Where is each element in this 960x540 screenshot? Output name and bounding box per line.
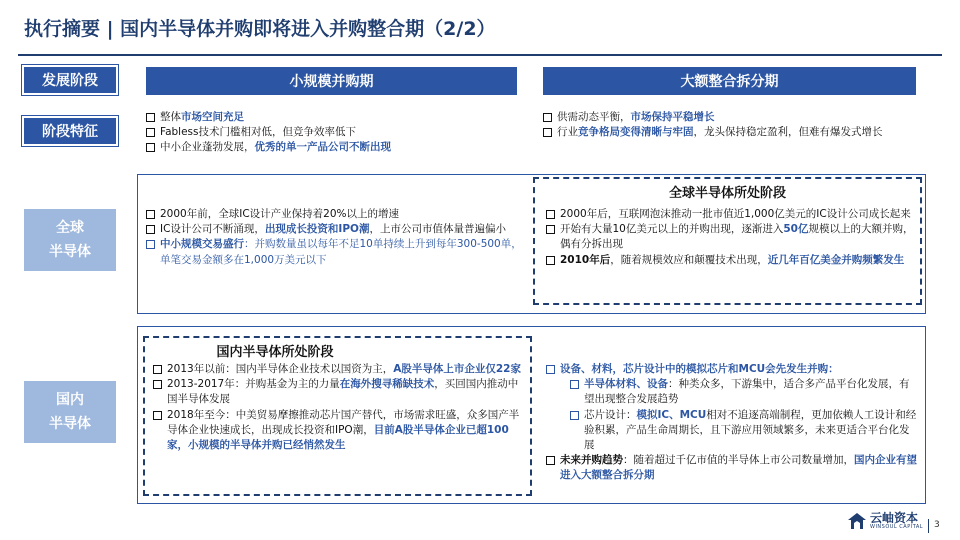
bullet-item [146,125,526,140]
bullet-text [560,254,904,266]
bullet-item [546,377,918,407]
stage-features-label: 阶段特征 [24,118,116,144]
logo-house-icon [848,513,866,529]
domestic-stage-title: 国内半导体所处阶段 [216,345,334,360]
bullet-text [160,111,244,123]
text-run: 2018年至今：中美贸易摩擦推动芯片国产替代，市场需求旺盛，众多国产半导体企业快速成长，出现成长投资和IPO潮， [167,408,520,436]
page-separator [928,519,929,533]
highlight-text: 出现成长投资和IPO潮 [264,223,370,236]
bullet-item [146,110,526,125]
text-run: 相对不追逐高端制程，更加依赖人工设计和经验积累，产品生命周期长，且下游应用领域繁多，未来更适合平台化发展 [584,408,917,452]
bullet-text [167,409,519,451]
highlight-text: 市场保持平稳增长 [630,111,715,123]
highlight-text: 近几年百亿美金并购频繁发生 [767,253,905,266]
bullet-text [167,363,521,375]
global-right-text [546,207,916,268]
text-run: 开始有大量10亿美元以上的并购出现，逐渐进入 [560,223,784,236]
text-run: ：种类众多，下游集中，适合多产品平台化发展，有望出现整合发展趋势 [584,378,910,406]
bullet-item [153,408,523,454]
checkbox-bullet-icon [546,456,555,465]
bullet-text [160,223,506,235]
checkbox-bullet-icon [146,210,155,219]
domestic-right-text [546,362,918,484]
text-run: 芯片设计： [584,408,637,421]
domestic-label [24,381,116,443]
global-label-line1: 全球 [56,220,84,236]
text-run: 2000年前，全球IC设计产业保持着20%以上的增速 [160,208,399,220]
text-run: 规模以上的大额并购，偶有分拆出现 [560,223,914,251]
bullet-item [546,453,918,483]
text-run: 供需动态平衡， [557,111,631,123]
highlight-text: 中小规模交易盛行 [160,238,244,251]
highlight-text: 半导体材料、设备 [584,378,668,391]
bullet-text [584,378,910,405]
bullet-item [153,362,523,377]
checkbox-bullet-icon [546,256,555,265]
highlight-text: 模拟IC、MCU [636,408,707,421]
text-run: ，随着规模效应和颠覆技术出现， [610,253,768,266]
global-label-line2: 半导体 [49,244,91,260]
checkbox-bullet-icon [153,365,162,374]
text-run: 中小企业蓬勃发展， [160,141,255,154]
header-small-scale: 小规模并购期 [146,67,517,95]
bullet-text [560,363,839,375]
text-run: 2000年后，互联网泡沫推动一批市值近1,000亿美元的IC设计公司成长起来 [560,208,911,220]
text-run: IC设计公司不断涌现， [160,223,265,236]
bullet-text [160,141,391,153]
text-run: 行业 [557,126,578,139]
text-run: ：随着超过千亿市值的半导体上市公司数量增加， [623,454,854,467]
checkbox-bullet-icon [546,210,555,219]
bullet-text [560,223,914,250]
bullet-item [543,110,923,125]
highlight-text: 市场空间充足 [181,111,244,123]
checkbox-bullet-icon [146,128,155,137]
checkbox-bullet-icon [153,380,162,389]
company-logo [848,512,923,530]
text-run: ，买回国内推动中国半导体发展 [167,378,519,406]
checkbox-bullet-icon [543,128,552,137]
global-left-text [146,207,522,268]
text-run: ，龙头保持稳定盈利，但难有爆发式增长 [693,126,883,139]
bullet-text [167,378,518,405]
domestic-left-text [153,362,523,453]
checkbox-bullet-icon [146,240,155,249]
bullet-text [560,208,911,220]
text-run: 2013年以前：国内半导体企业技术以国资为主， [167,363,394,375]
bold-text: 未来并购趋势 [560,454,623,467]
stage-features-right [543,110,923,140]
checkbox-bullet-icon [146,225,155,234]
bullet-item [146,140,526,155]
text-run: ：并购数量虽以每年不足10单持续上升到每年300-500单，单笔交易金额多在1,000万美元以下 [160,238,522,266]
text-run: Fabless技术门槛相对低，但竞争效率低下 [160,126,356,139]
text-run: ，上市公司市值体量普遍偏小 [369,223,506,236]
bullet-item [146,222,522,237]
bullet-text [160,126,356,138]
bold-text: 2010年后 [560,253,611,266]
checkbox-bullet-icon [546,365,555,374]
checkbox-bullet-icon [543,113,552,122]
text-run: 整体 [160,111,181,123]
bullet-item [146,207,522,222]
highlight-text: 优秀的单一产品公司不断出现 [254,141,391,154]
bullet-item [546,253,916,268]
checkbox-bullet-icon [570,411,579,420]
checkbox-bullet-icon [153,411,162,420]
bullet-item [146,237,522,267]
bullet-text [160,238,522,265]
highlight-text: 设备、材料，芯片设计中的模拟芯片和MCU会先发生并购： [560,363,839,375]
highlight-text: 在海外搜寻稀缺技术 [339,378,435,391]
title-divider [18,54,942,56]
bullet-text [160,208,399,220]
bullet-item [153,377,523,407]
logo-name: 云岫资本 [870,511,919,525]
bullet-text [560,454,917,481]
highlight-text: 国内企业有望进入大额整合拆分期 [560,454,917,482]
highlight-text: 50亿 [783,223,809,236]
domestic-label-line2: 半导体 [49,416,91,432]
highlight-text: 目前A股半导体企业已超100家，小规模的半导体并购已经悄然发生 [167,423,509,452]
bullet-item [546,207,916,222]
page-number: 3 [934,520,940,530]
bullet-text [584,409,916,451]
bullet-text [557,126,883,138]
highlight-text: 竞争格局变得清晰与牢固 [578,126,694,139]
highlight-text: A股半导体上市企业仅22家 [393,363,521,375]
bullet-item [543,125,923,140]
domestic-label-line1: 国内 [56,392,84,408]
header-large-integration: 大额整合拆分期 [543,67,916,95]
checkbox-bullet-icon [146,143,155,152]
checkbox-bullet-icon [546,225,555,234]
page-title: 执行摘要 | 国内半导体并购即将进入并购整合期（2/2） [24,18,496,40]
bullet-text [557,111,715,123]
global-stage-title: 全球半导体所处阶段 [668,186,786,201]
text-run: 2013-2017年：并购基金为主的力量 [167,378,340,391]
header-stage-label: 发展阶段 [24,67,116,93]
bullet-item [546,362,918,377]
logo-subtitle: WINSOUL CAPITAL [870,524,924,530]
bullet-item [546,408,918,454]
stage-features-left [146,110,526,156]
global-label [24,209,116,271]
checkbox-bullet-icon [570,380,579,389]
checkbox-bullet-icon [146,113,155,122]
bullet-item [546,222,916,252]
